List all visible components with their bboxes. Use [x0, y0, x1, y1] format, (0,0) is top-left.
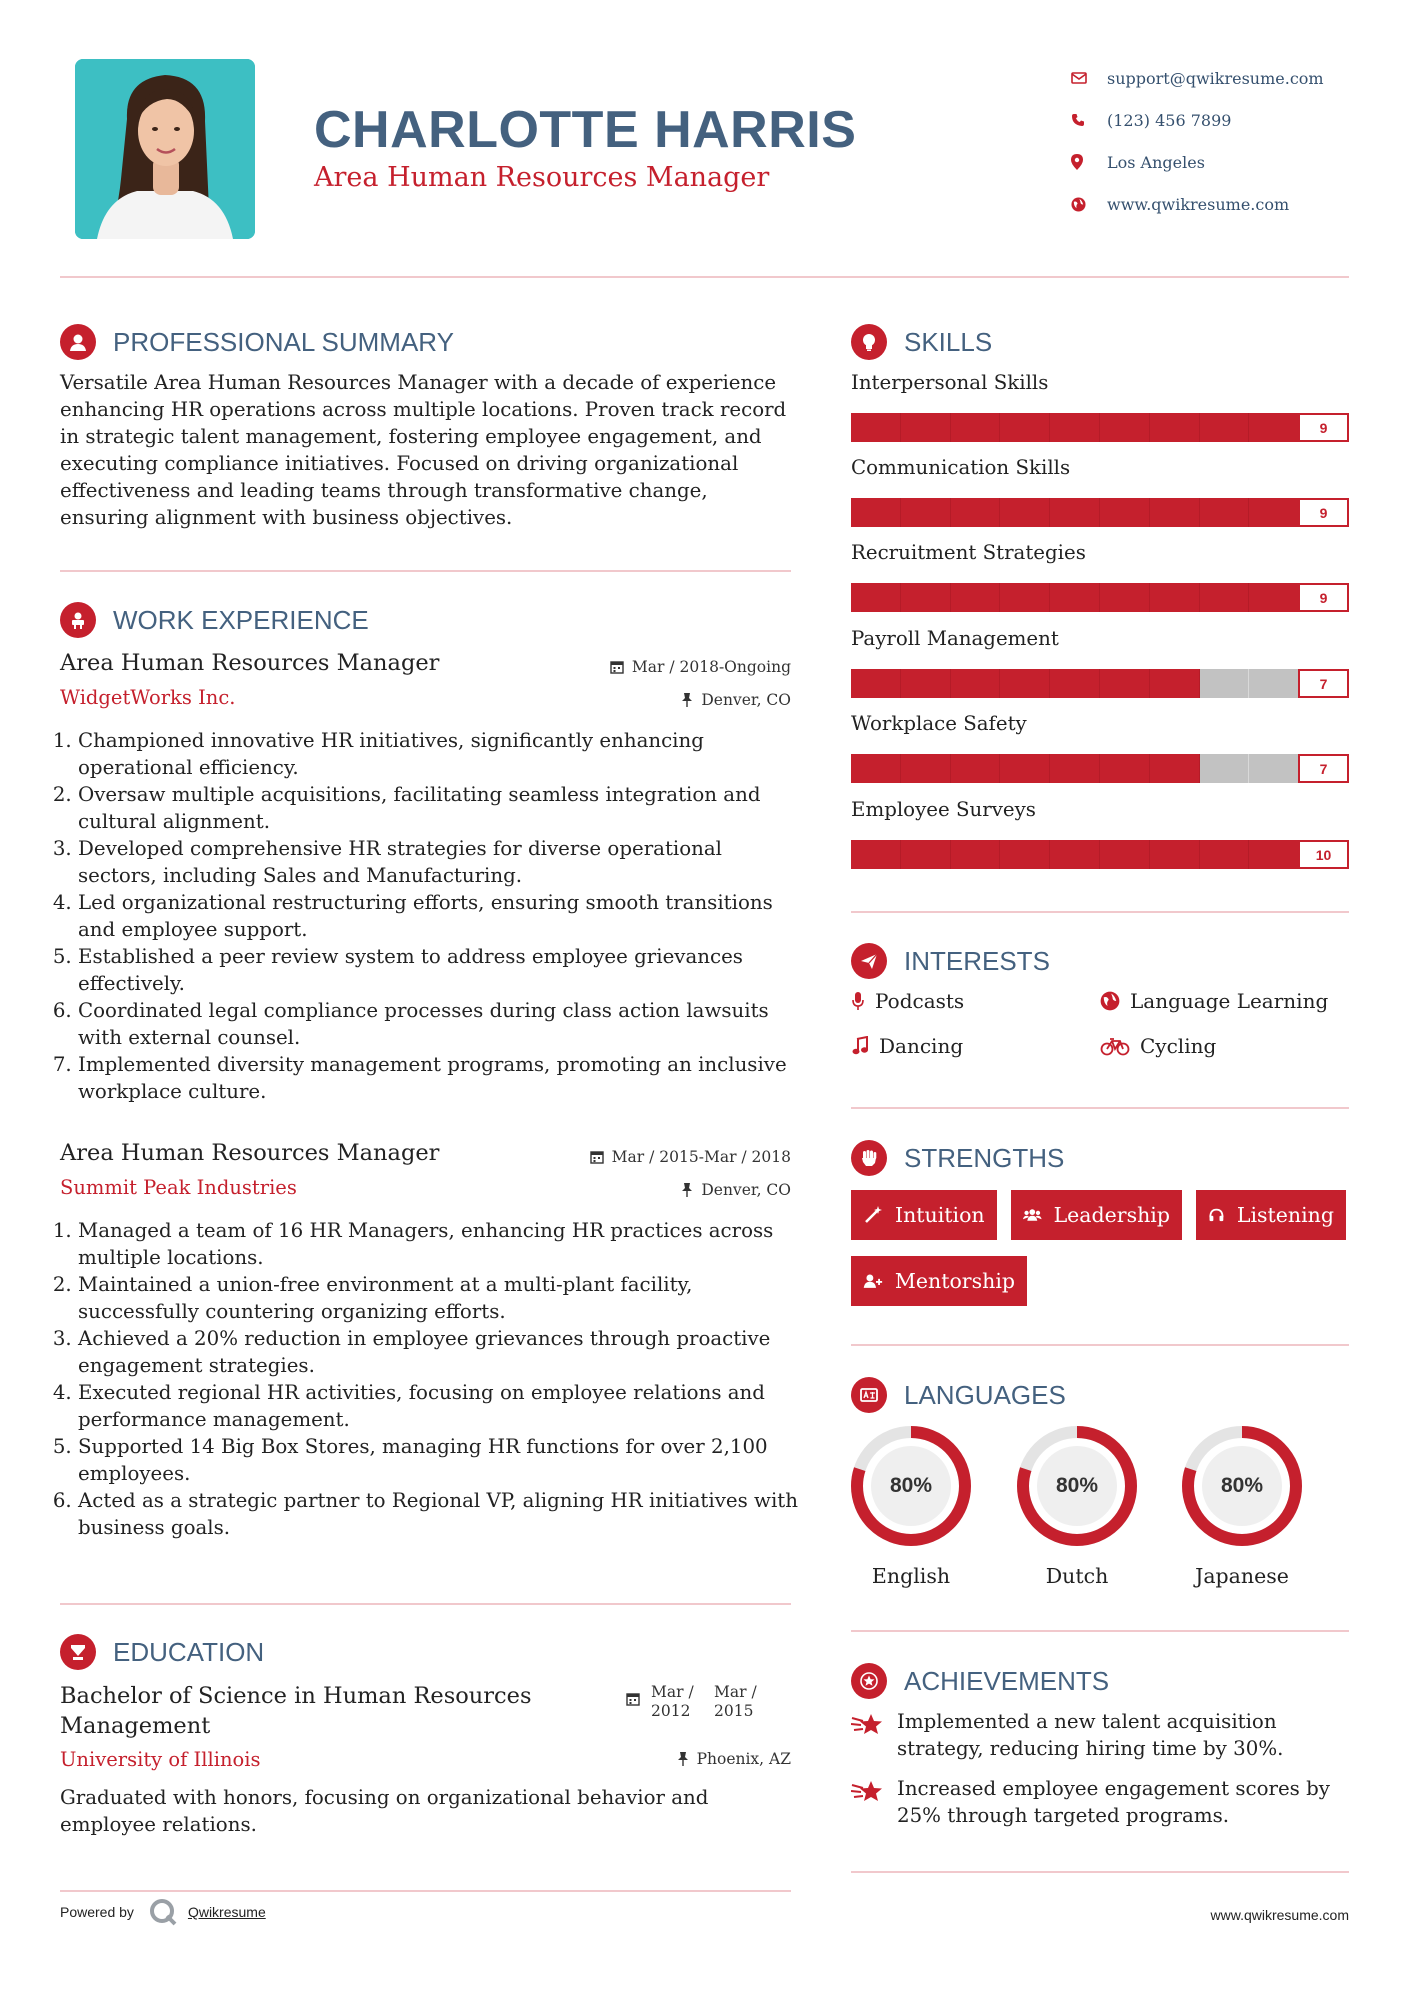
languages-heading: LANGUAGES: [904, 1379, 1066, 1410]
skill-bar-segment: [951, 669, 1001, 698]
location-text: Los Angeles: [1107, 152, 1205, 172]
strengths-heading: STRENGTHS: [904, 1142, 1065, 1173]
candidate-role: Area Human Resources Manager: [314, 162, 770, 193]
language-percent: 80%: [1055, 1474, 1099, 1497]
skill-name: Employee Surveys: [851, 798, 1036, 821]
job-title: Area Human Resources Manager: [60, 1140, 440, 1166]
strengths-divider: [851, 1344, 1349, 1346]
skill-bar-segment: [1150, 840, 1200, 869]
interest-label: Language Learning: [1130, 989, 1329, 1013]
language-name: English: [871, 1564, 951, 1588]
envelope-icon: [1071, 72, 1107, 84]
achievement-item: [851, 1775, 1351, 1829]
skill-bar: [851, 754, 1349, 783]
achievement-text: Increased employee engagement scores by 25% through targeted programs.: [897, 1777, 1330, 1827]
skill-bar-segment: [1249, 413, 1299, 442]
contact-info: [1071, 57, 1371, 225]
language-name: Japanese: [1195, 1564, 1289, 1588]
interests-divider: [851, 1107, 1349, 1109]
job-duties-list: [60, 1217, 805, 1541]
pushpin-icon: [681, 1183, 693, 1197]
skill-bar-segment: [1100, 413, 1150, 442]
section-title-strengths: [851, 1140, 1064, 1176]
email-text[interactable]: support@qwikresume.com: [1107, 68, 1324, 88]
education-heading: EDUCATION: [113, 1636, 265, 1667]
magic-wand-icon: [863, 1205, 883, 1225]
strength-tag: [1196, 1190, 1346, 1240]
achievements-divider: [851, 1871, 1349, 1873]
skill-name: Workplace Safety: [851, 712, 1027, 735]
education-dates: [626, 1683, 796, 1723]
calendar-icon: [590, 1150, 604, 1164]
skill-item: [851, 456, 1349, 527]
achievement-text: Implemented a new talent acquisition strategy, reducing hiring time by 30%.: [897, 1710, 1284, 1760]
skill-bar-segment: [1150, 583, 1200, 612]
skill-bar-segment: [1100, 498, 1150, 527]
skill-bar-segment: [1200, 498, 1250, 527]
job-title: Area Human Resources Manager: [60, 650, 440, 676]
education-location-text: Phoenix, AZ: [696, 1750, 791, 1768]
qwikresume-logo-icon: [148, 1897, 178, 1927]
skill-bar-segment: [1200, 583, 1250, 612]
languages-divider: [851, 1630, 1349, 1632]
education-end-year: 2015: [714, 1702, 754, 1720]
strength-tag: [851, 1256, 1027, 1306]
company-name: WidgetWorks Inc.: [60, 686, 236, 709]
briefcase-icon: [60, 602, 96, 638]
language-percent: 80%: [1220, 1474, 1264, 1497]
school-name: University of Illinois: [60, 1748, 261, 1771]
education-end-month: Mar /: [714, 1683, 757, 1701]
section-title-achievements: [851, 1663, 1109, 1699]
skill-value-box: 7: [1298, 669, 1349, 698]
language-item: [1015, 1424, 1139, 1588]
language-item: [1180, 1424, 1304, 1588]
skill-value-box: 9: [1298, 413, 1349, 442]
achievement-item: [851, 1708, 1351, 1762]
language-name: Dutch: [1045, 1564, 1109, 1588]
skill-bar-segment: [1150, 754, 1200, 783]
skill-item: [851, 541, 1349, 612]
skill-bar: [851, 583, 1349, 612]
users-icon: [1023, 1205, 1042, 1225]
pushpin-icon: [681, 693, 693, 707]
skill-bar-segment: [1200, 669, 1250, 698]
skill-bar-segment: [851, 669, 901, 698]
strength-tag: [1011, 1190, 1182, 1240]
phone-text[interactable]: (123) 456 7899: [1107, 110, 1232, 130]
section-title-education: [60, 1634, 264, 1670]
skill-name: Recruitment Strategies: [851, 541, 1086, 564]
list-item: 6. Coordinated legal compliance processes during class action lawsuits with external counsel.: [78, 997, 805, 1051]
achievements-heading: ACHIEVEMENTS: [904, 1665, 1110, 1696]
interest-item: [1100, 1034, 1216, 1058]
skill-bar-segment: [1150, 669, 1200, 698]
contact-phone[interactable]: [1071, 99, 1371, 141]
skill-bar-segment: [901, 754, 951, 783]
section-title-interests: [851, 943, 1050, 979]
skill-bar-segment: [951, 840, 1001, 869]
bicycle-icon: [1100, 1036, 1130, 1056]
experience-heading: WORK EXPERIENCE: [113, 604, 369, 635]
job-dates-text: Mar / 2018-Ongoing: [631, 658, 791, 676]
skill-bar-segment: [1000, 754, 1050, 783]
skill-bar-segment: [1200, 840, 1250, 869]
skill-bar: [851, 498, 1349, 527]
user-plus-icon: [863, 1271, 883, 1291]
skill-item: [851, 712, 1349, 783]
shooting-star-icon: [851, 1710, 885, 1762]
qwikresume-link[interactable]: Qwikresume: [187, 1904, 266, 1920]
education-location: [560, 1750, 791, 1768]
skill-value-box: 10: [1298, 840, 1349, 869]
header-divider: [60, 276, 1349, 278]
list-item: 5. Established a peer review system to address employee grievances effectively.: [78, 943, 805, 997]
skill-bar-segment: [1249, 498, 1299, 527]
job-location-text: Denver, CO: [701, 691, 791, 709]
skill-bar-segment: [901, 840, 951, 869]
list-item: 4. Led organizational restructuring efforts, ensuring smooth transitions and employee support.: [78, 889, 805, 943]
skill-bar-segment: [951, 583, 1001, 612]
skill-bar-segment: [1100, 754, 1150, 783]
interest-label: Podcasts: [875, 989, 965, 1013]
language-item: [849, 1424, 973, 1588]
skill-bar-segment: [951, 413, 1001, 442]
footer-url[interactable]: www.qwikresume.com: [1210, 1907, 1349, 1923]
list-item: 3. Achieved a 20% reduction in employee grievances through proactive engagement strategies.: [78, 1325, 805, 1379]
strength-label: Leadership: [1053, 1203, 1170, 1227]
skill-bar-segment: [1050, 498, 1100, 527]
list-item: 2. Oversaw multiple acquisitions, facilitating seamless integration and cultural alignment.: [78, 781, 805, 835]
job-duties-list: [60, 727, 805, 1105]
summary-text: Versatile Area Human Resources Manager with a decade of experience enhancing HR operations across multiple locations. Proven track record in strategic talent management, fostering employee engagement, and executing compliance initiatives. Focused on driving organizational effectiveness and leading teams through transformative change, ensuring alignment with business objectives.: [60, 371, 787, 529]
skill-bar-segment: [851, 498, 901, 527]
calendar-icon: [626, 1692, 640, 1706]
skills-heading: SKILLS: [904, 326, 993, 357]
skill-value-box: 7: [1298, 754, 1349, 783]
skill-bar-segment: [1100, 669, 1150, 698]
job-location: [560, 691, 791, 709]
graduation-cap-icon: [60, 1634, 96, 1670]
music-note-icon: [851, 1036, 869, 1056]
skill-bar-segment: [851, 840, 901, 869]
lightbulb-icon: [851, 324, 887, 360]
skill-bar-segment: [951, 498, 1001, 527]
skill-bar-segment: [1050, 754, 1100, 783]
list-item: 3. Developed comprehensive HR strategies for diverse operational sectors, including Sales and Manufacturing.: [78, 835, 805, 889]
skill-bar-segment: [1100, 583, 1150, 612]
skill-bar-segment: [901, 583, 951, 612]
website-link[interactable]: www.qwikresume.com: [1107, 194, 1290, 214]
interest-item: [851, 989, 964, 1013]
summary-divider: [60, 570, 791, 572]
skill-bar-segment: [1050, 840, 1100, 869]
skill-bar-segment: [1249, 840, 1299, 869]
job-location-text: Denver, CO: [701, 1181, 791, 1199]
skill-bar-segment: [1150, 413, 1200, 442]
globe-icon: [1100, 991, 1120, 1011]
skill-bar-segment: [901, 413, 951, 442]
interest-item: [1100, 989, 1328, 1013]
job-dates: [560, 658, 791, 676]
interests-heading: INTERESTS: [904, 945, 1050, 976]
headphones-icon: [1208, 1205, 1225, 1225]
star-badge-icon: [851, 1663, 887, 1699]
skill-bar: [851, 840, 1349, 869]
skills-divider: [851, 911, 1349, 913]
summary-heading: PROFESSIONAL SUMMARY: [113, 326, 454, 357]
skill-name: Communication Skills: [851, 456, 1071, 479]
skill-bar-segment: [851, 583, 901, 612]
skill-item: [851, 627, 1349, 698]
strength-tag: [851, 1190, 997, 1240]
degree-title: Bachelor of Science in Human Resources Management: [60, 1683, 532, 1739]
section-title-summary: [60, 324, 454, 360]
skill-bar-segment: [1050, 583, 1100, 612]
skill-value-box: 9: [1298, 583, 1349, 612]
list-item: 1. Managed a team of 16 HR Managers, enhancing HR practices across multiple locations.: [78, 1217, 805, 1271]
list-item: 4. Executed regional HR activities, focusing on employee relations and performance management.: [78, 1379, 805, 1433]
calendar-icon: [610, 660, 624, 674]
company-name: Summit Peak Industries: [60, 1176, 297, 1199]
section-title-languages: [851, 1377, 1066, 1413]
skill-bar-segment: [1000, 583, 1050, 612]
job-dates: [540, 1148, 791, 1166]
phone-icon: [1071, 113, 1107, 127]
contact-website[interactable]: [1071, 183, 1371, 225]
skill-bar-segment: [1000, 840, 1050, 869]
list-item: 1. Championed innovative HR initiatives, significantly enhancing operational efficiency.: [78, 727, 805, 781]
translate-icon: [851, 1377, 887, 1413]
skill-bar-segment: [1249, 754, 1299, 783]
skill-name: Interpersonal Skills: [851, 371, 1049, 394]
list-item: 6. Acted as a strategic partner to Regional VP, aligning HR initiatives with business goals.: [78, 1487, 805, 1541]
skill-bar-segment: [1249, 669, 1299, 698]
section-title-experience: [60, 602, 369, 638]
skill-bar-segment: [851, 413, 901, 442]
contact-email[interactable]: [1071, 57, 1371, 99]
skill-bar-segment: [1000, 669, 1050, 698]
skill-bar-segment: [1050, 669, 1100, 698]
interest-label: Dancing: [879, 1034, 964, 1058]
list-item: 5. Supported 14 Big Box Stores, managing HR functions for over 2,100 employees.: [78, 1433, 805, 1487]
job-dates-text: Mar / 2015-Mar / 2018: [611, 1148, 791, 1166]
list-item: 2. Maintained a union-free environment at a multi-plant facility, successfully countering organizing efforts.: [78, 1271, 805, 1325]
skill-bar-segment: [1000, 498, 1050, 527]
skill-item: [851, 371, 1349, 442]
skill-name: Payroll Management: [851, 627, 1059, 650]
skill-bar-segment: [1050, 413, 1100, 442]
skill-bar-segment: [951, 754, 1001, 783]
strength-label: Intuition: [895, 1203, 985, 1227]
pushpin-icon: [677, 1752, 689, 1766]
skill-bar: [851, 669, 1349, 698]
footer-powered-by: [60, 1897, 266, 1927]
globe-icon: [1071, 197, 1107, 212]
profile-photo: [75, 59, 255, 239]
map-pin-icon: [1071, 154, 1107, 170]
job-location: [560, 1181, 791, 1199]
skill-bar-segment: [1200, 754, 1250, 783]
powered-by-text: Powered by: [60, 1904, 134, 1920]
skill-bar-segment: [1249, 583, 1299, 612]
shooting-star-icon: [851, 1777, 885, 1829]
skill-bar: [851, 413, 1349, 442]
strength-label: Listening: [1236, 1203, 1334, 1227]
language-percent: 80%: [889, 1474, 933, 1497]
education-start-month: Mar /: [651, 1683, 694, 1701]
candidate-name: CHARLOTTE HARRIS: [314, 101, 857, 159]
section-title-skills: [851, 324, 992, 360]
skill-bar-segment: [1000, 413, 1050, 442]
interest-label: Cycling: [1140, 1034, 1217, 1058]
education-start-year: 2012: [651, 1702, 691, 1720]
skill-item: [851, 798, 1349, 869]
experience-divider: [60, 1603, 791, 1605]
skill-value-box: 9: [1298, 498, 1349, 527]
education-divider: [60, 1890, 791, 1892]
contact-location: [1071, 141, 1371, 183]
skill-bar-segment: [851, 754, 901, 783]
microphone-icon: [851, 991, 865, 1011]
education-note: Graduated with honors, focusing on organizational behavior and employee relations.: [60, 1786, 709, 1836]
interest-item: [851, 1034, 963, 1058]
paper-plane-icon: [851, 943, 887, 979]
user-icon: [60, 324, 96, 360]
skill-bar-segment: [901, 669, 951, 698]
skill-bar-segment: [901, 498, 951, 527]
strength-label: Mentorship: [894, 1269, 1015, 1293]
skill-bar-segment: [1150, 498, 1200, 527]
skill-bar-segment: [1100, 840, 1150, 869]
fist-icon: [851, 1140, 887, 1176]
list-item: 7. Implemented diversity management programs, promoting an inclusive workplace culture.: [78, 1051, 805, 1105]
skill-bar-segment: [1200, 413, 1250, 442]
